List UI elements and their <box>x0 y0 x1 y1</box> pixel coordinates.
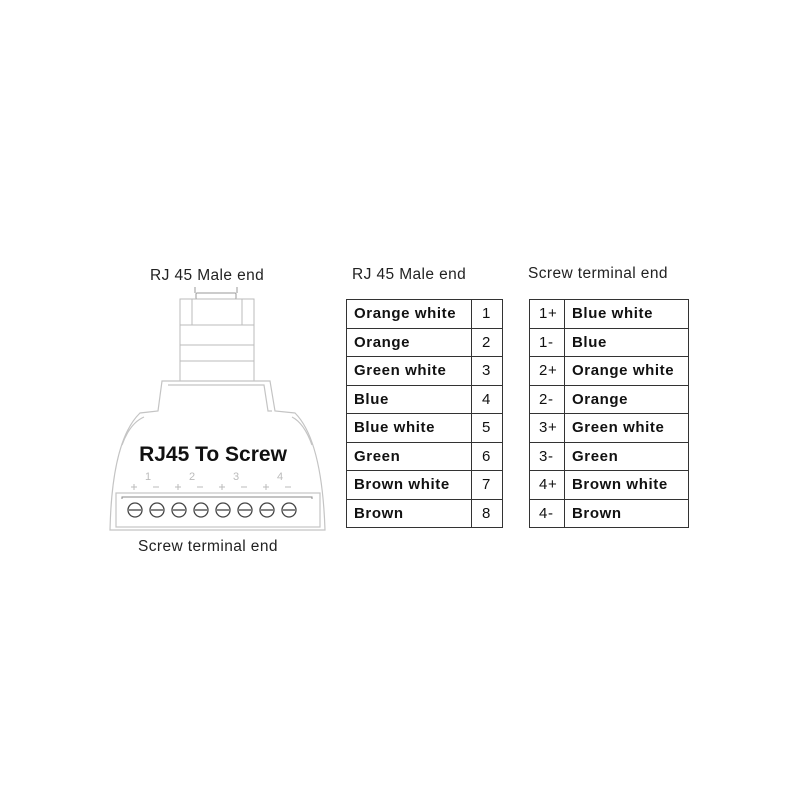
table-row <box>530 357 689 386</box>
table-row <box>347 357 503 386</box>
pin-number: 5 <box>472 414 503 443</box>
wire-color: Green <box>347 442 472 471</box>
table-row <box>530 414 689 443</box>
terminal-label: 4- <box>530 499 565 528</box>
wire-color: Orange <box>565 385 689 414</box>
screw-table-caption: Screw terminal end <box>528 265 668 282</box>
rj45-to-screw-adapter-illustration <box>100 285 340 535</box>
table-row <box>347 471 503 500</box>
screw-terminal-table <box>529 299 689 528</box>
table-row <box>530 499 689 528</box>
rj45-table-caption: RJ 45 Male end <box>352 266 467 283</box>
terminal-label: 1- <box>530 328 565 357</box>
terminal-number: 2 <box>188 471 196 483</box>
pin-number: 2 <box>472 328 503 357</box>
terminal-label: 3+ <box>530 414 565 443</box>
wire-color: Green white <box>347 357 472 386</box>
device-top-caption: RJ 45 Male end <box>150 267 265 284</box>
wire-color: Brown <box>565 499 689 528</box>
device-bottom-caption: Screw terminal end <box>138 538 278 555</box>
wire-color: Brown white <box>565 471 689 500</box>
rj45-pinout-table <box>346 299 503 528</box>
wire-color: Brown <box>347 499 472 528</box>
terminal-label: 2+ <box>530 357 565 386</box>
terminal-label: 4+ <box>530 471 565 500</box>
table-row <box>347 300 503 329</box>
terminal-label: 1+ <box>530 300 565 329</box>
wire-color: Blue <box>565 328 689 357</box>
table-row <box>530 328 689 357</box>
terminal-label: 2- <box>530 385 565 414</box>
table-row <box>347 328 503 357</box>
table-row <box>530 385 689 414</box>
wire-color: Orange white <box>565 357 689 386</box>
terminal-label: 3- <box>530 442 565 471</box>
adapter-label: RJ45 To Screw <box>139 443 287 466</box>
table-row <box>530 442 689 471</box>
terminal-number: 3 <box>232 471 240 483</box>
wire-color: Brown white <box>347 471 472 500</box>
pin-number: 1 <box>472 300 503 329</box>
wire-color: Blue white <box>565 300 689 329</box>
wire-color: Orange <box>347 328 472 357</box>
terminal-number: 4 <box>276 471 284 483</box>
pin-number: 8 <box>472 499 503 528</box>
terminal-number: 1 <box>144 471 152 483</box>
wire-color: Orange white <box>347 300 472 329</box>
wire-color: Blue white <box>347 414 472 443</box>
pin-number: 7 <box>472 471 503 500</box>
table-row <box>530 471 689 500</box>
pin-number: 3 <box>472 357 503 386</box>
table-row <box>530 300 689 329</box>
pin-number: 6 <box>472 442 503 471</box>
wire-color: Green <box>565 442 689 471</box>
pin-number: 4 <box>472 385 503 414</box>
table-row <box>347 442 503 471</box>
table-row <box>347 385 503 414</box>
rj45-plug <box>180 287 254 381</box>
table-row <box>347 499 503 528</box>
wire-color: Blue <box>347 385 472 414</box>
table-row <box>347 414 503 443</box>
wire-color: Green white <box>565 414 689 443</box>
